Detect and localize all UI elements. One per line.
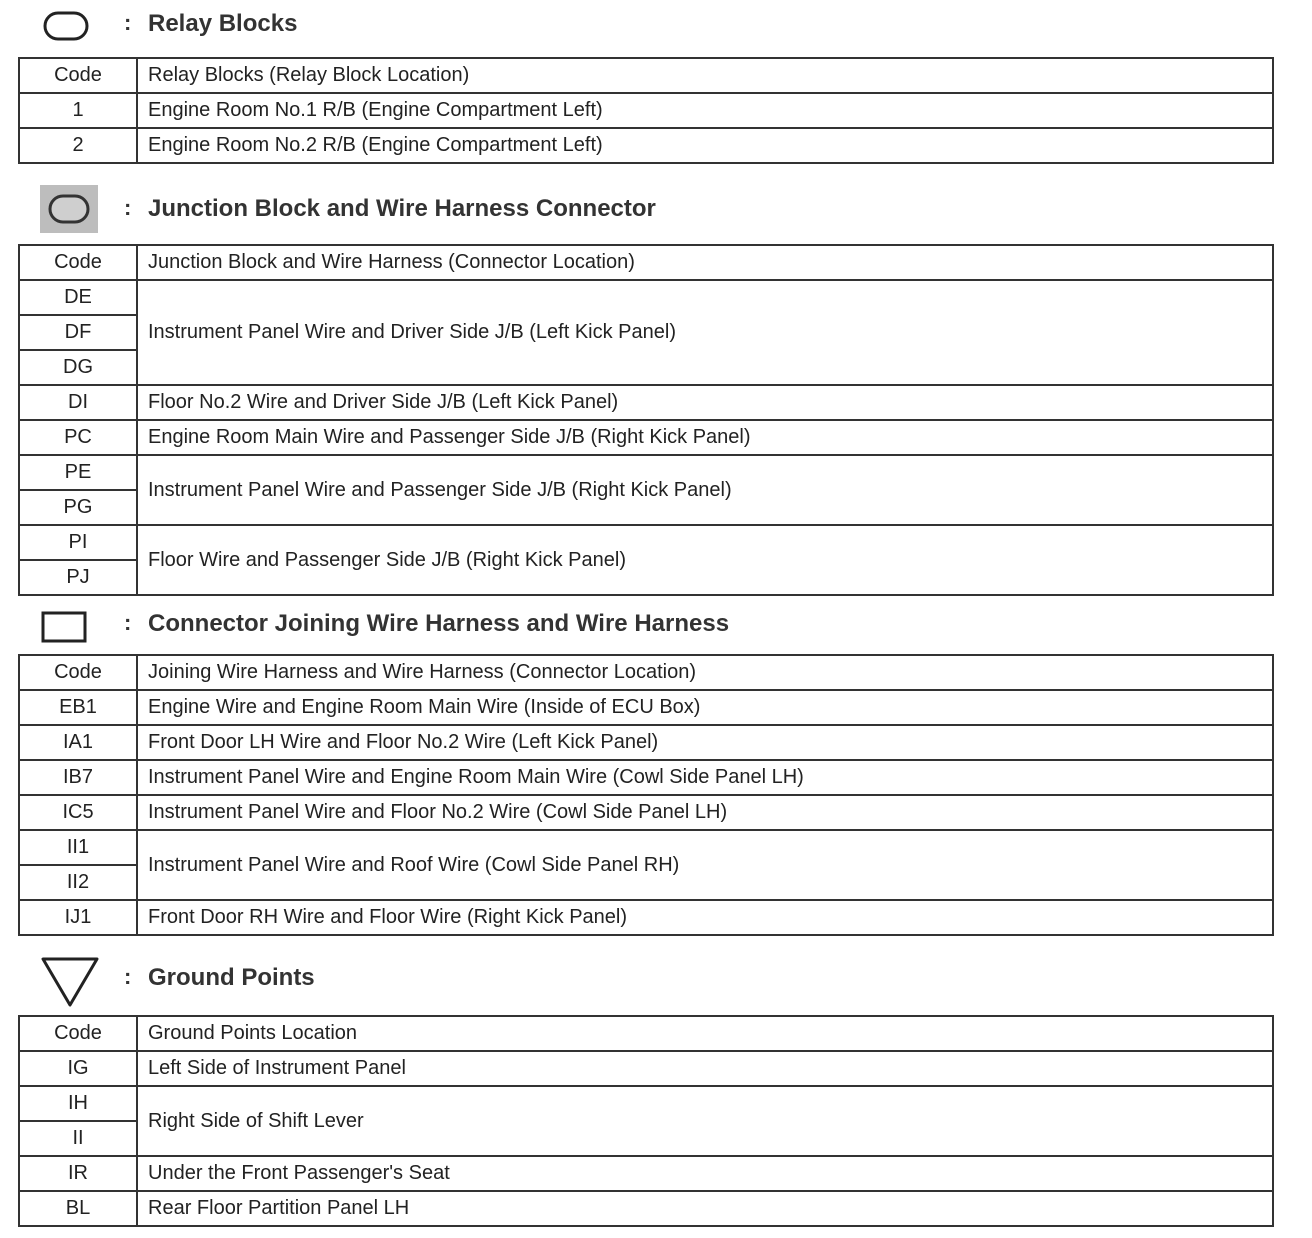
ground-points-table xyxy=(18,1015,1274,1227)
table-row xyxy=(19,795,1273,830)
table-row xyxy=(19,1191,1273,1226)
code-cell: II2 xyxy=(19,865,137,900)
section-junction-block xyxy=(0,183,1312,588)
table-row xyxy=(19,1156,1273,1191)
desc-cell: Engine Room No.1 R/B (Engine Compartment Left) xyxy=(137,93,1273,128)
code-cell: DF xyxy=(19,315,137,350)
section-title: Relay Blocks xyxy=(148,10,298,37)
desc-cell: Left Side of Instrument Panel xyxy=(137,1051,1273,1086)
code-cell: IG xyxy=(19,1051,137,1086)
header-code: Code xyxy=(19,245,137,280)
desc-cell: Floor Wire and Passenger Side J/B (Right Kick Panel) xyxy=(137,525,1273,595)
heading-colon: : xyxy=(124,964,132,989)
header-desc: Joining Wire Harness and Wire Harness (Connector Location) xyxy=(137,655,1273,690)
desc-cell: Front Door RH Wire and Floor Wire (Right Kick Panel) xyxy=(137,900,1273,935)
code-cell: IC5 xyxy=(19,795,137,830)
code-cell: 1 xyxy=(19,93,137,128)
junction-block-table xyxy=(18,244,1274,596)
junction-block-icon xyxy=(38,183,100,235)
code-cell: PE xyxy=(19,455,137,490)
table-header-row xyxy=(19,58,1273,93)
table-header-row xyxy=(19,655,1273,690)
header-desc: Junction Block and Wire Harness (Connector Location) xyxy=(137,245,1273,280)
table-row xyxy=(19,830,1273,865)
code-cell: EB1 xyxy=(19,690,137,725)
table-row xyxy=(19,760,1273,795)
section-title: Connector Joining Wire Harness and Wire Harness xyxy=(148,610,730,637)
ground-point-icon xyxy=(40,955,100,1007)
table-row xyxy=(19,1051,1273,1086)
connector-icon xyxy=(40,610,88,644)
code-cell: DI xyxy=(19,385,137,420)
desc-cell: Engine Wire and Engine Room Main Wire (Inside of ECU Box) xyxy=(137,690,1273,725)
relay-blocks-table xyxy=(18,57,1274,164)
code-cell: 2 xyxy=(19,128,137,163)
desc-cell: Under the Front Passenger's Seat xyxy=(137,1156,1273,1191)
table-row xyxy=(19,900,1273,935)
section-heading xyxy=(0,183,1312,243)
heading-colon: : xyxy=(124,195,132,220)
section-heading xyxy=(0,0,1312,60)
header-code: Code xyxy=(19,58,137,93)
code-cell: PI xyxy=(19,525,137,560)
desc-cell: Front Door LH Wire and Floor No.2 Wire (Left Kick Panel) xyxy=(137,725,1273,760)
code-cell: IB7 xyxy=(19,760,137,795)
heading-colon: : xyxy=(124,610,132,635)
desc-cell: Instrument Panel Wire and Floor No.2 Wire (Cowl Side Panel LH) xyxy=(137,795,1273,830)
code-cell: BL xyxy=(19,1191,137,1226)
section-title: Ground Points xyxy=(148,964,315,991)
table-row xyxy=(19,690,1273,725)
table-row xyxy=(19,1086,1273,1121)
table-row xyxy=(19,725,1273,760)
section-relay-blocks xyxy=(0,0,1312,156)
desc-cell: Engine Room Main Wire and Passenger Side J/B (Right Kick Panel) xyxy=(137,420,1273,455)
desc-cell: Right Side of Shift Lever xyxy=(137,1086,1273,1156)
code-cell: DG xyxy=(19,350,137,385)
table-row xyxy=(19,525,1273,560)
header-code: Code xyxy=(19,655,137,690)
code-cell: IJ1 xyxy=(19,900,137,935)
code-cell: II xyxy=(19,1121,137,1156)
heading-colon: : xyxy=(124,10,132,35)
header-desc: Ground Points Location xyxy=(137,1016,1273,1051)
desc-cell: Instrument Panel Wire and Driver Side J/B (Left Kick Panel) xyxy=(137,280,1273,385)
table-row xyxy=(19,280,1273,315)
connector-table xyxy=(18,654,1274,936)
table-row xyxy=(19,128,1273,163)
table-header-row xyxy=(19,1016,1273,1051)
desc-cell: Instrument Panel Wire and Engine Room Main Wire (Cowl Side Panel LH) xyxy=(137,760,1273,795)
table-row xyxy=(19,93,1273,128)
code-cell: IA1 xyxy=(19,725,137,760)
section-title: Junction Block and Wire Harness Connector xyxy=(148,195,656,222)
code-cell: PG xyxy=(19,490,137,525)
code-cell: IR xyxy=(19,1156,137,1191)
desc-cell: Floor No.2 Wire and Driver Side J/B (Left Kick Panel) xyxy=(137,385,1273,420)
table-row xyxy=(19,420,1273,455)
code-cell: II1 xyxy=(19,830,137,865)
table-header-row xyxy=(19,245,1273,280)
code-cell: IH xyxy=(19,1086,137,1121)
code-cell: DE xyxy=(19,280,137,315)
code-cell: PJ xyxy=(19,560,137,595)
table-row xyxy=(19,455,1273,490)
header-desc: Relay Blocks (Relay Block Location) xyxy=(137,58,1273,93)
section-heading xyxy=(0,952,1312,1012)
header-code: Code xyxy=(19,1016,137,1051)
section-ground-points xyxy=(0,952,1312,1219)
desc-cell: Rear Floor Partition Panel LH xyxy=(137,1191,1273,1226)
section-heading xyxy=(0,600,1312,660)
desc-cell: Instrument Panel Wire and Passenger Side J/B (Right Kick Panel) xyxy=(137,455,1273,525)
code-cell: PC xyxy=(19,420,137,455)
section-connector xyxy=(0,600,1312,928)
desc-cell: Instrument Panel Wire and Roof Wire (Cowl Side Panel RH) xyxy=(137,830,1273,900)
relay-block-icon xyxy=(42,8,90,44)
table-row xyxy=(19,385,1273,420)
desc-cell: Engine Room No.2 R/B (Engine Compartment Left) xyxy=(137,128,1273,163)
